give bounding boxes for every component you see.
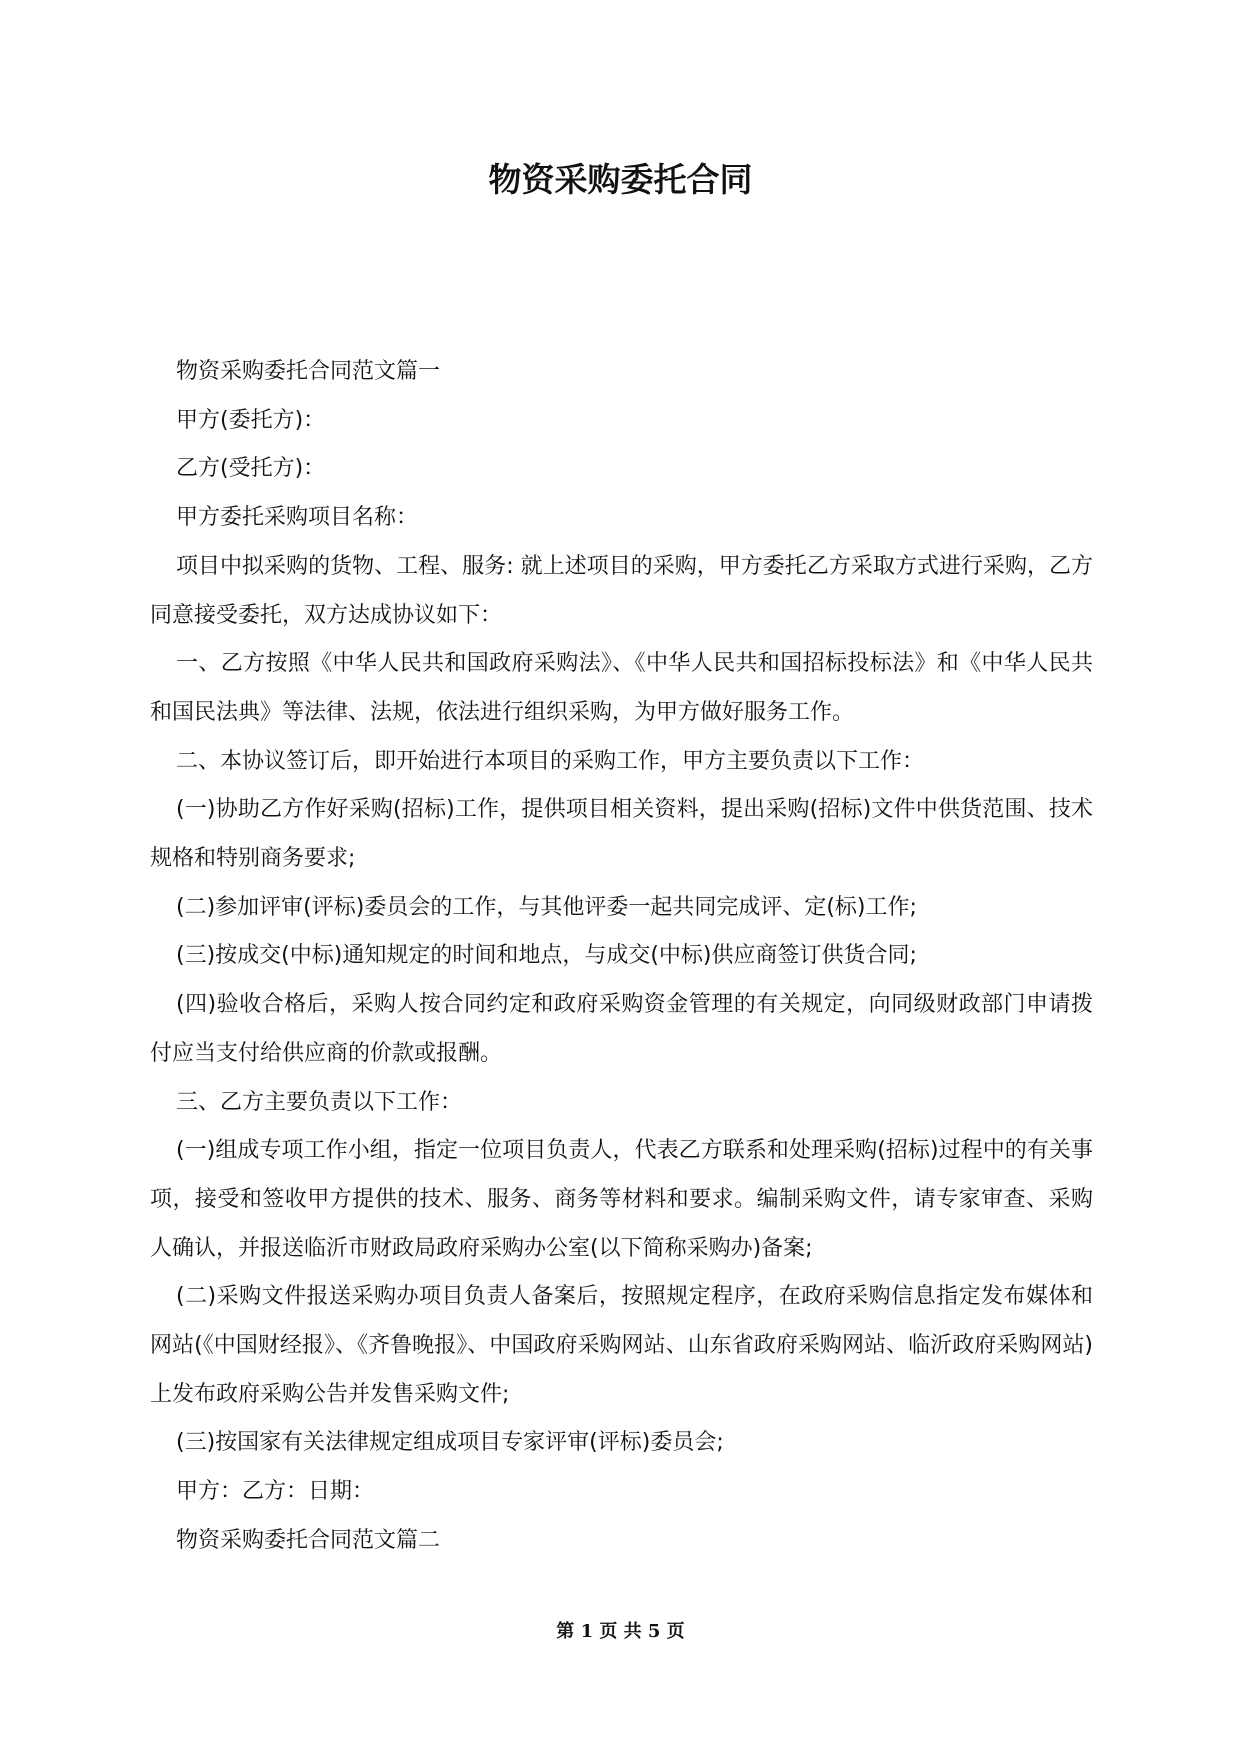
paragraph-party-b: 乙方(受托方)： (176, 456, 326, 482)
paragraph-signatures: 甲方：乙方：日期： (176, 1479, 375, 1505)
page-title: 物资采购委托合同 (488, 160, 753, 199)
paragraph-clause-3: 三、乙方主要负责以下工作： (176, 1089, 463, 1115)
paragraph-clause-2-item-2: (二)参加评审(评标)委员会的工作，与其他评委一起共同完成评、定(标)工作; (176, 894, 917, 920)
paragraph-clause-3-item-1: (一)组成专项工作小组，指定一位项目负责人，代表乙方联系和处理采购(招标)过程中的有关事项，接受和签收甲方提供的技术、服务、商务等材料和要求。编制采购文件，请专家审查、采购人确认，并报送临沂市财政局政府采购办公室(以下简称采购办)备案; (150, 1138, 1093, 1261)
paragraph-clause-2-item-3: (三)按成交(中标)通知规定的时间和地点，与成交(中标)供应商签订供货合同; (176, 943, 917, 969)
paragraph-party-a: 甲方(委托方)： (176, 407, 326, 433)
paragraph-intro: 项目中拟采购的货物、工程、服务: 就上述项目的采购，甲方委托乙方采取方式进行采购，乙方同意接受委托，双方达成协议如下： (150, 553, 1093, 628)
paragraph-clause-3-item-3: (三)按国家有关法律规定组成项目专家评审(评标)委员会; (176, 1430, 724, 1456)
document-body (150, 348, 1093, 1566)
paragraph-clause-2-item-4: (四)验收合格后，采购人按合同约定和政府采购资金管理的有关规定，向同级财政部门申请拨付应当支付给供应商的价款或报酬。 (150, 992, 1093, 1066)
paragraph-clause-2-item-1: (一)协助乙方作好采购(招标)工作，提供项目相关资料，提出采购(招标)文件中供货范围、技术规格和特别商务要求; (150, 797, 1093, 872)
paragraph-project-name: 甲方委托采购项目名称： (176, 505, 419, 531)
paragraph-clause-3-item-2: (二)采购文件报送采购办项目负责人备案后，按照规定程序，在政府采购信息指定发布媒体和网站(《中国财经报》、《齐鲁晚报》、中国政府采购网站、山东省政府采购网站、临沂政府采购网站)上发布政府采购公告并发售采购文件; (150, 1284, 1093, 1407)
paragraph-section-heading-2: 物资采购委托合同范文篇二 (176, 1527, 441, 1553)
paragraph-section-heading-1: 物资采购委托合同范文篇一 (176, 359, 441, 384)
paragraph-clause-2: 二、本协议签订后，即开始进行本项目的采购工作，甲方主要负责以下工作： (176, 748, 925, 774)
paragraph-clause-1: 一、乙方按照《中华人民共和国政府采购法》、《中华人民共和国招标投标法》和《中华人民共和国民法典》等法律、法规，依法进行组织采购，为甲方做好服务工作。 (150, 651, 1093, 725)
page-number: 第 1 页 共 5 页 (556, 1621, 685, 1642)
